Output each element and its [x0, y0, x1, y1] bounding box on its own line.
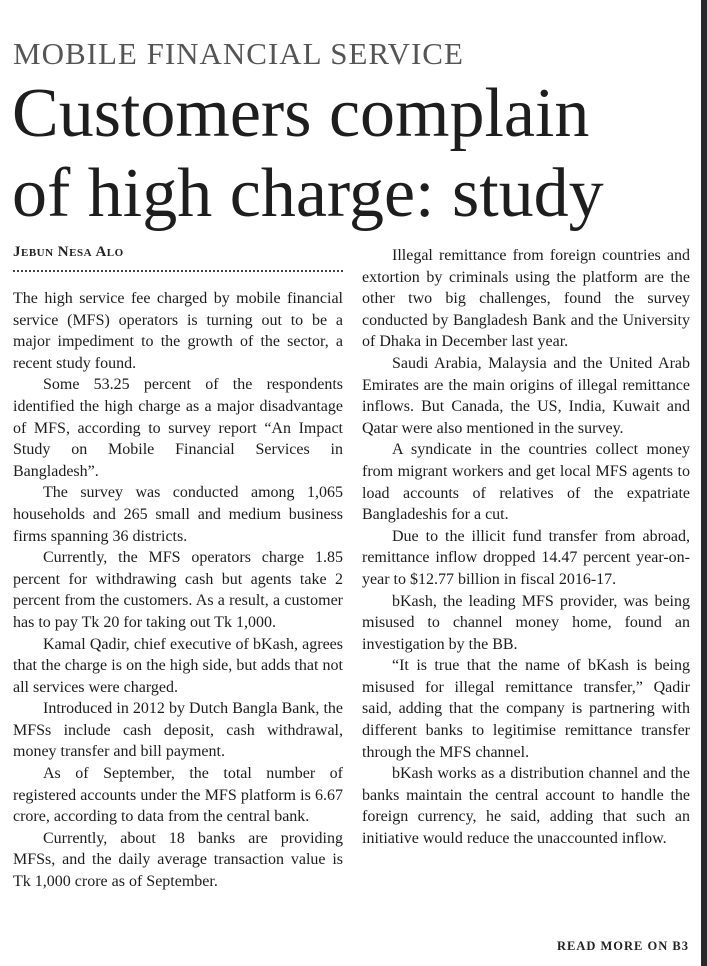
paragraph: bKash works as a distribution channel and the banks maintain the central account to handle the foreign currency, he said, adding that such an initiative would reduce the unaccounted inflow. — [362, 765, 690, 848]
byline: Jebun Nesa Alo — [13, 244, 124, 260]
paragraph: bKash, the leading MFS provider, was being misused to channel money home, found an investigation by the BB. — [362, 592, 690, 653]
headline — [12, 74, 604, 234]
paragraph: Illegal remittance from foreign countries and extortion by criminals using the platform are the other two big challenges, found the survey conducted by Bangladesh Bank and the University of Dhaka in December last year. — [362, 247, 690, 351]
page-edge-border — [701, 0, 707, 966]
paragraph: Due to the illicit fund transfer from abroad, remittance inflow dropped 14.47 percent year-on-year to $12.77 billion in fiscal 2016-17. — [362, 527, 690, 588]
paragraph: Saudi Arabia, Malaysia and the United Arab Emirates are the main origins of illegal remittance inflows. But Canada, the US, India, Kuwait and Qatar were also mentioned in the survey. — [362, 354, 690, 437]
byline-divider — [13, 270, 343, 272]
paragraph: Currently, the MFS operators charge 1.85 percent for withdrawing cash but agents take 2 percent from the customers. As a result, a customer has to pay Tk 20 for taking out Tk 1,000. — [13, 549, 343, 631]
paragraph: Kamal Qadir, chief executive of bKash, agrees that the charge is on the high side, but adds that not all services were charged. — [13, 635, 343, 696]
body-column-2 — [362, 245, 690, 850]
paragraph: As of September, the total number of registered accounts under the MFS platform is 6.67 crore, according to data from the central bank. — [13, 765, 343, 826]
paragraph: Some 53.25 percent of the respondents identified the high charge as a major disadvantage of MFS, according to survey report “An Impact Study on Mobile Financial Services in Bangladesh”. — [13, 376, 343, 480]
paragraph: A syndicate in the countries collect money from migrant workers and get local MFS agents to load accounts of relatives of the expatriate Bangladeshis for a cut. — [362, 441, 690, 524]
paragraph: Currently, about 18 banks are providing MFSs, and the daily average transaction value is Tk 1,000 crore as of September. — [13, 829, 343, 891]
section-kicker: MOBILE FINANCIAL SERVICE — [13, 36, 464, 71]
headline-line-1: Customers complain — [12, 75, 590, 152]
paragraph: The high service fee charged by mobile financial service (MFS) operators is turning out to be a major impediment to the growth of the sector, a recent study found. — [13, 290, 343, 372]
paragraph: “It is true that the name of bKash is being misused for illegal remittance transfer,” Qadir said, adding that the company is partnering with different banks to legitimise remittance transfer through the MFS channel. — [362, 657, 690, 761]
headline-line-2: of high charge: study — [12, 155, 604, 232]
body-column-1 — [13, 288, 343, 893]
paragraph: The survey was conducted among 1,065 households and 265 small and medium business firms spanning 36 districts. — [13, 484, 343, 545]
read-more-link[interactable]: READ MORE ON B3 — [556, 939, 689, 953]
paragraph: Introduced in 2012 by Dutch Bangla Bank, the MFSs include cash deposit, cash withdrawal, money transfer and bill payment. — [13, 700, 343, 761]
